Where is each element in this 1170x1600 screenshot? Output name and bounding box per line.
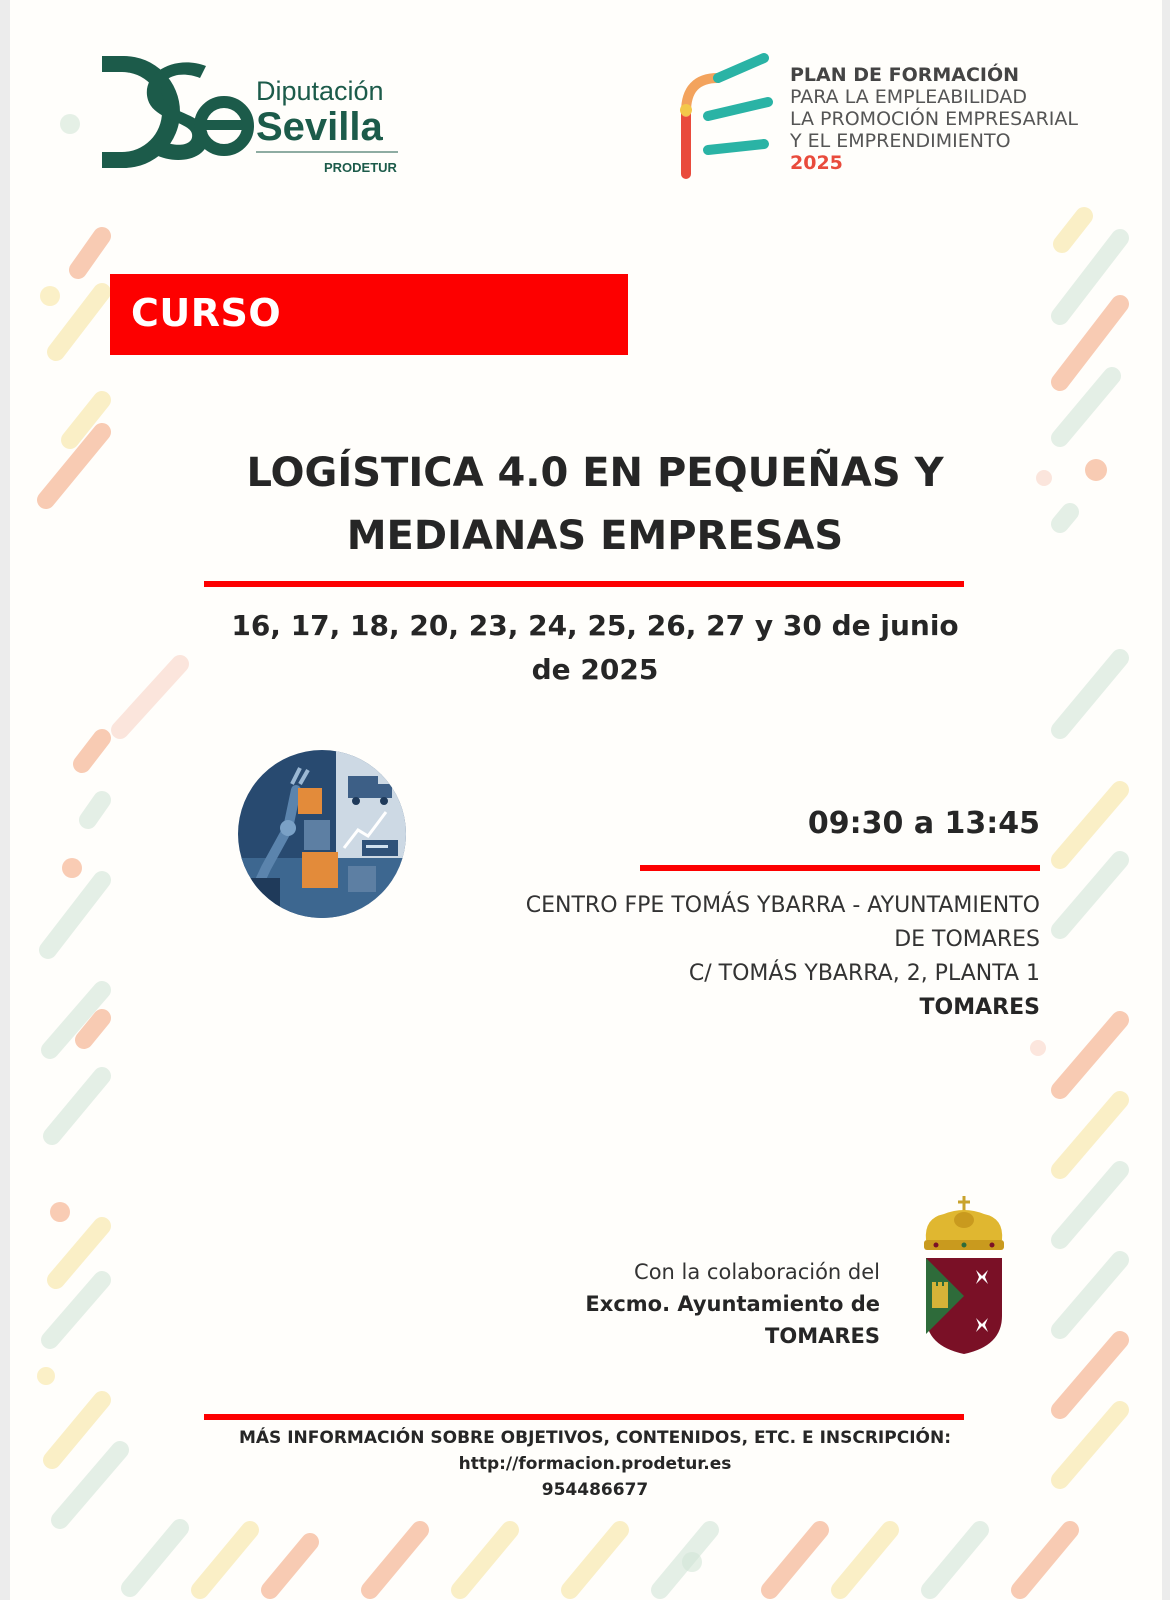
footer-url-link[interactable]: http://formacion.prodetur.es [458, 1454, 732, 1474]
curso-label: CURSO [131, 291, 282, 335]
plan-line3: LA PROMOCIÓN EMPRESARIAL [790, 108, 1078, 130]
footer-info: MÁS INFORMACIÓN SOBRE OBJETIVOS, CONTENIDOS, ETC. E INSCRIPCIÓN: [238, 1428, 951, 1448]
course-title-line1: LOGÍSTICA 4.0 EN PEQUEÑAS Y [246, 450, 944, 496]
diputacion-sevilla-logo [102, 48, 422, 188]
collab-line3: TOMARES [765, 1324, 880, 1348]
curso-banner [110, 274, 628, 355]
course-dates-line1: 16, 17, 18, 20, 23, 24, 25, 26, 27 y 30 de junio [231, 609, 959, 642]
schedule-time: 09:30 a 13:45 [807, 806, 1040, 841]
poster [10, 0, 1162, 1600]
plan-line2: PARA LA EMPLEABILIDAD [790, 86, 1027, 108]
footer-phone: 954486677 [541, 1480, 649, 1500]
course-title-line2: MEDIANAS EMPRESAS [346, 513, 844, 559]
venue-address: C/ TOMÁS YBARRA, 2, PLANTA 1 [688, 961, 1040, 986]
plan-line4: Y EL EMPRENDIMIENTO [790, 130, 1011, 152]
plan-year: 2025 [790, 152, 843, 174]
venue-line1: CENTRO FPE TOMÁS YBARRA - AYUNTAMIENTO [525, 893, 1040, 918]
collab-line2: Excmo. Ayuntamiento de [585, 1292, 880, 1316]
course-title [200, 442, 990, 568]
title-divider [204, 581, 964, 587]
decorative-stripes [10, 0, 1162, 1600]
tomares-crest-icon [918, 1196, 1010, 1358]
logistics-illustration-icon [236, 748, 408, 920]
dse-mark-icon [102, 56, 248, 168]
course-dates-line2: de 2025 [531, 653, 659, 686]
dse-name-line2: Sevilla [256, 105, 383, 149]
venue-line2: DE TOMARES [894, 927, 1040, 952]
footer-divider [204, 1414, 964, 1420]
plan-f-icon [678, 50, 778, 180]
venue-city: TOMARES [919, 995, 1040, 1020]
dse-sub: PRODETUR [324, 160, 397, 175]
plan-line1: PLAN DE FORMACIÓN [790, 64, 1020, 86]
collab-line1: Con la colaboración del [634, 1260, 880, 1284]
time-divider [640, 865, 1040, 871]
dse-name-line1: Diputación [256, 76, 384, 106]
course-dates [200, 604, 990, 692]
plan-formacion-logo [678, 50, 1118, 190]
